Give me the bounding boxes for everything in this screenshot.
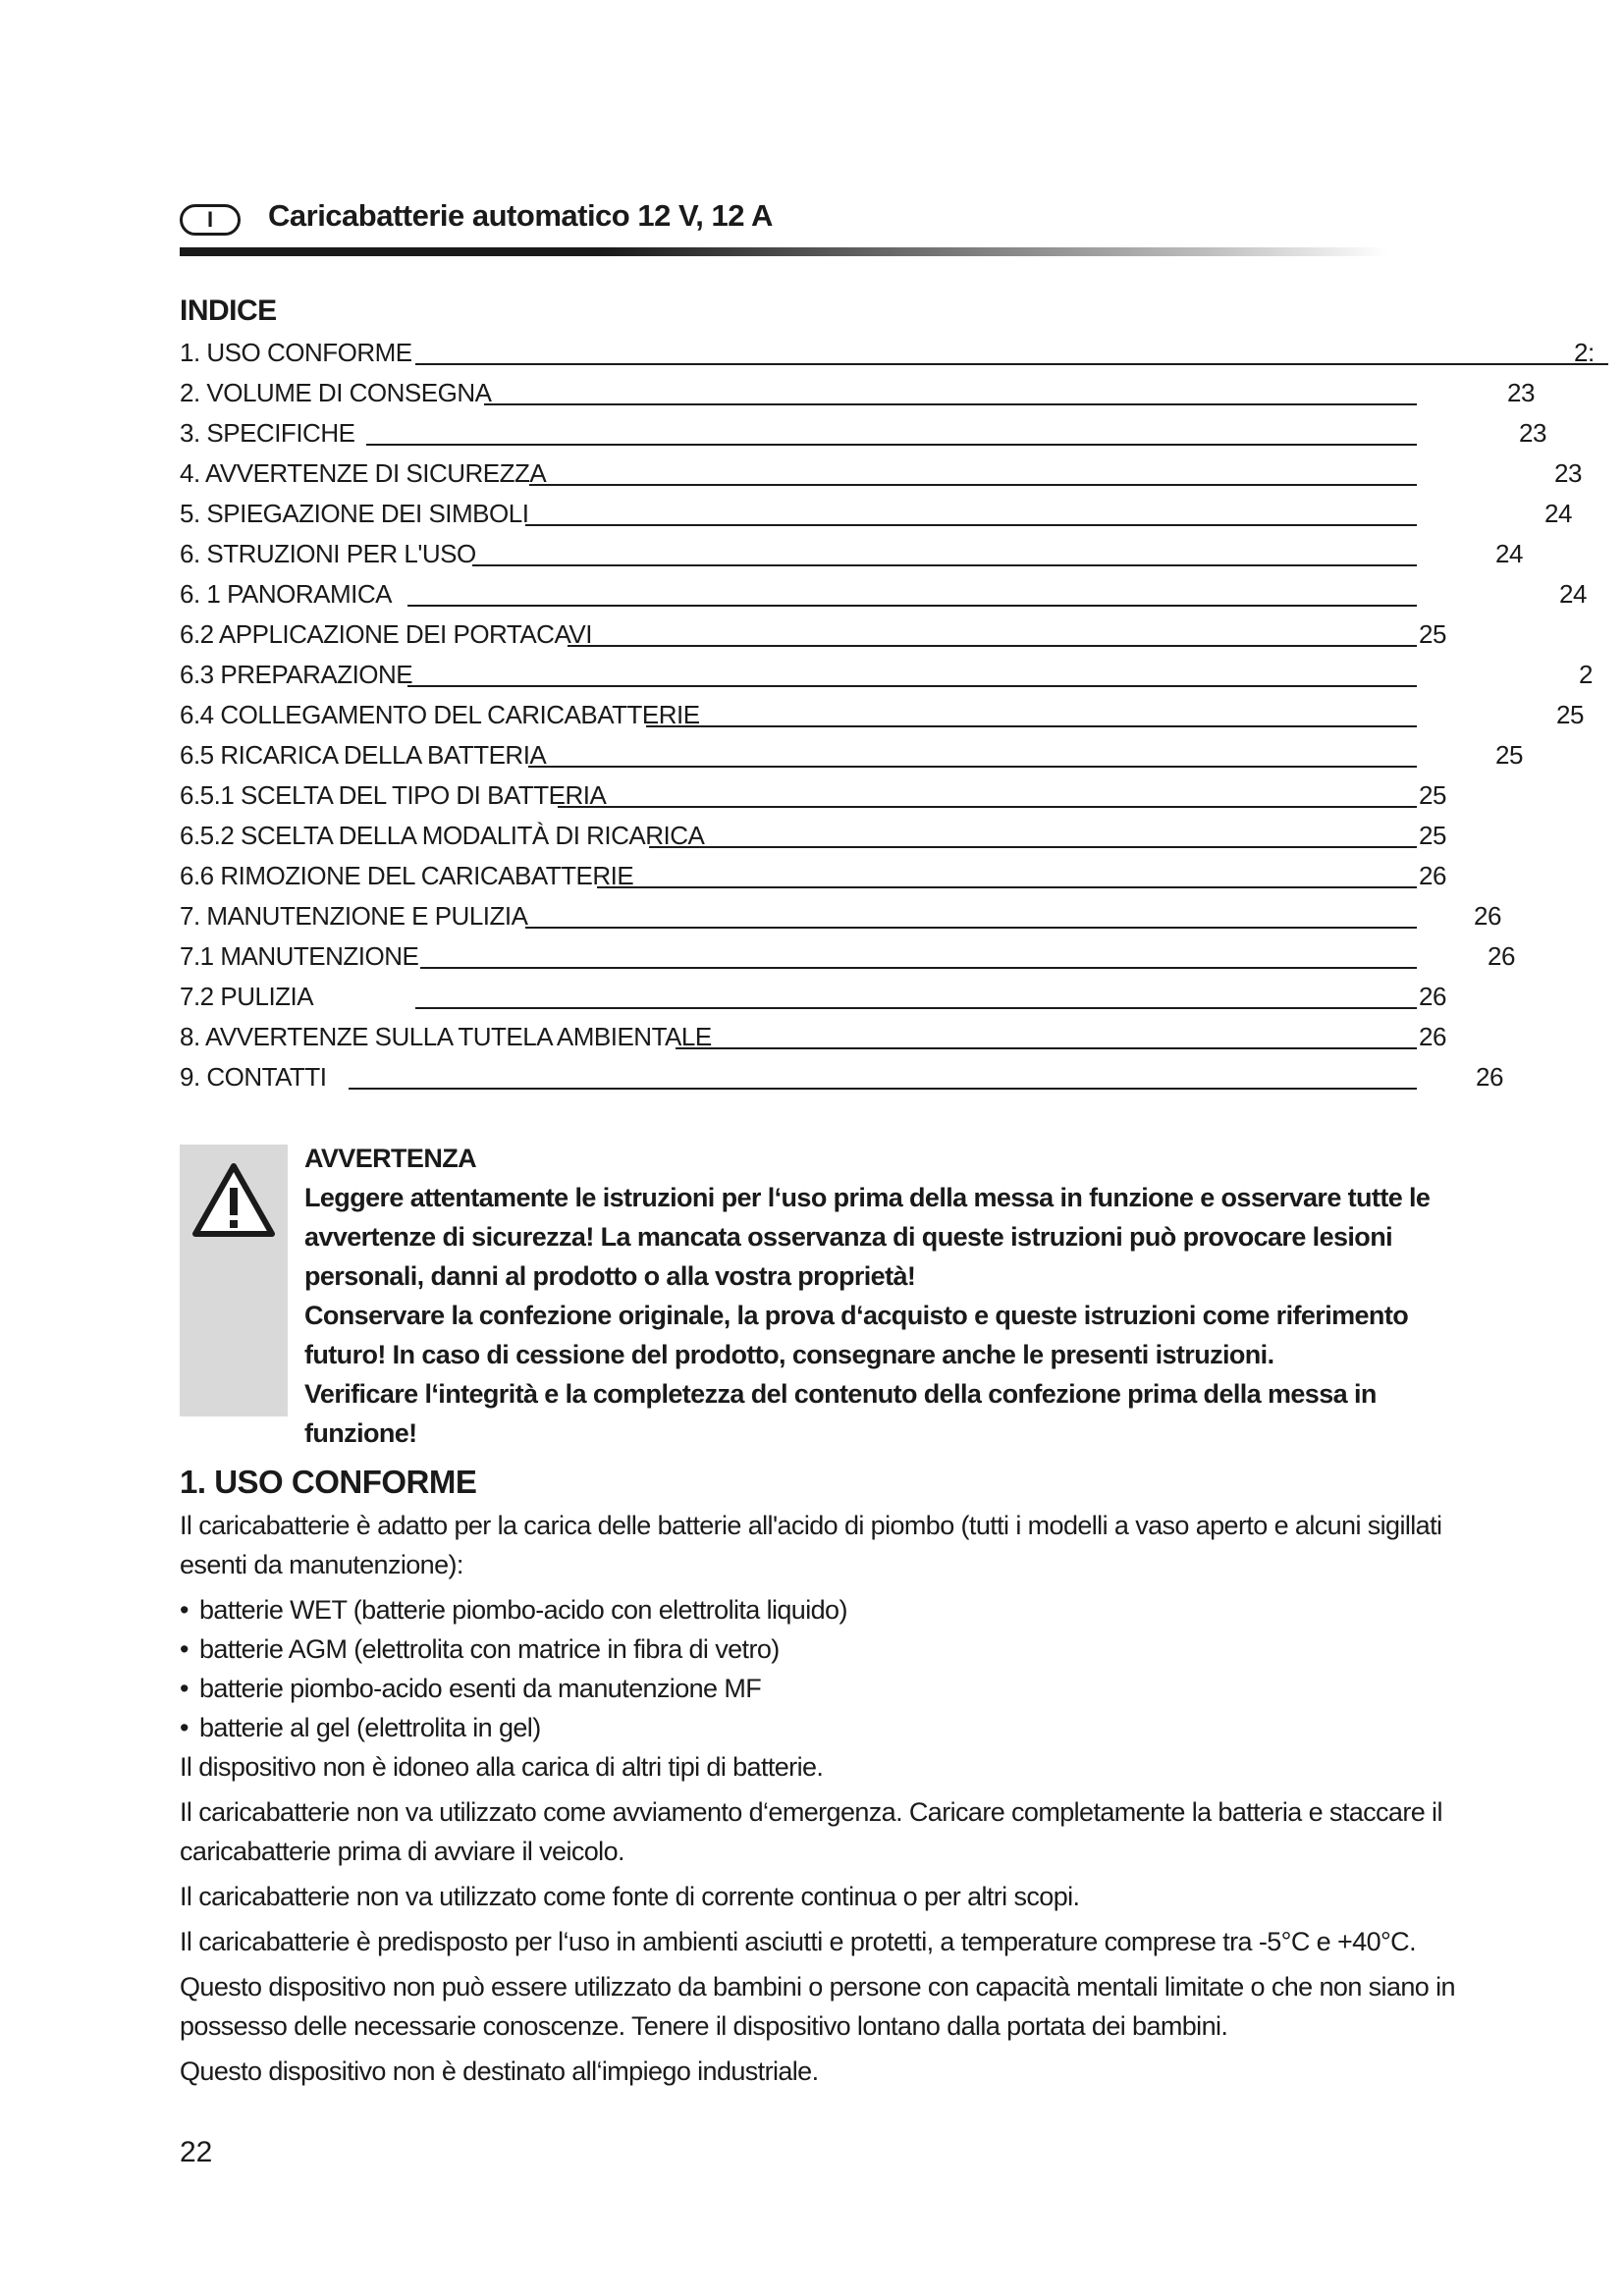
warning-paragraph: Verificare l‘integrità e la completezza del contenuto della confezione prima della messa in funzione! — [304, 1379, 1377, 1448]
toc-page-number: 23 — [1507, 378, 1535, 407]
toc-label: 1. USO CONFORME — [180, 338, 412, 367]
toc-leader-line — [415, 1007, 1417, 1009]
toc-leader-line — [558, 806, 1417, 808]
toc-row — [180, 330, 1623, 370]
toc-label: 3. SPECIFICHE — [180, 418, 355, 448]
toc-label: 6.6 RIMOZIONE DEL CARICABATTERIE — [180, 861, 634, 890]
toc-page-number: 25 — [1419, 780, 1446, 810]
toc-page-number: 26 — [1419, 1022, 1446, 1051]
toc-label: 6.5 RICARICA DELLA BATTERIA — [180, 740, 547, 770]
toc-leader-line — [349, 1088, 1417, 1090]
toc-label: 7.1 MANUTENZIONE — [180, 941, 419, 971]
toc-row — [180, 1054, 1623, 1095]
toc-leader-line — [649, 846, 1417, 848]
toc-row — [180, 853, 1623, 893]
page-number: 22 — [180, 2136, 213, 2168]
toc-label: 6.5.2 SCELTA DELLA MODALITÀ DI RICARICA — [180, 821, 705, 850]
toc-label: 6. STRUZIONI PER L'USO — [180, 539, 476, 568]
toc-page-number: 25 — [1495, 740, 1523, 770]
toc-label: 9. CONTATTI — [180, 1062, 327, 1092]
toc-leader-line — [484, 403, 1417, 405]
toc-page-number: 25 — [1419, 619, 1446, 649]
warning-text — [304, 1139, 1463, 1453]
list-item: • batterie piombo-acido esenti da manutenzione MF — [180, 1669, 1456, 1708]
toc-row — [180, 773, 1623, 813]
list-item: • batterie WET (batterie piombo-acido con elettrolita liquido) — [180, 1590, 1456, 1629]
toc-row — [180, 974, 1623, 1014]
section-paragraph: Il caricabatterie è predisposto per l‘uso in ambienti asciutti e protetti, a temperature comprese tra -5°C e +40°C. — [180, 1927, 1416, 1956]
toc-leader-line — [415, 363, 1608, 365]
toc-leader-line — [407, 685, 1417, 687]
section-intro: Il caricabatterie è adatto per la carica delle batterie all'acido di piombo (tutti i modelli a vaso aperto e alcuni sigillati esenti da manutenzione): — [180, 1511, 1442, 1579]
toc-label: 5. SPIEGAZIONE DEI SIMBOLI — [180, 499, 529, 528]
toc-row — [180, 732, 1623, 773]
toc-leader-line — [568, 645, 1417, 647]
section-uso-conforme — [180, 1463, 1456, 2097]
toc-row — [180, 813, 1623, 853]
toc-label: 8. AVVERTENZE SULLA TUTELA AMBIENTALE — [180, 1022, 712, 1051]
toc-label: 6.2 APPLICAZIONE DEI PORTACAVI — [180, 619, 592, 649]
table-of-contents — [180, 294, 1623, 1095]
section-paragraph: Questo dispositivo non è destinato all‘impiego industriale. — [180, 2056, 819, 2086]
toc-page-number: 25 — [1419, 821, 1446, 850]
toc-label: 6. 1 PANORAMICA — [180, 579, 392, 609]
toc-row — [180, 893, 1623, 934]
toc-row — [180, 1014, 1623, 1054]
warning-sidebar — [180, 1145, 288, 1416]
battery-type-list — [180, 1590, 1456, 1747]
toc-leader-line — [366, 444, 1417, 446]
toc-label: 2. VOLUME DI CONSEGNA — [180, 378, 492, 407]
warning-paragraph: Conservare la confezione originale, la prova d‘acquisto e queste istruzioni come riferimento futuro! In caso di cessione del prodotto, consegnare anche le presenti istruzioni. — [304, 1301, 1409, 1369]
toc-page-number: 26 — [1419, 982, 1446, 1011]
toc-page-number: 23 — [1519, 418, 1546, 448]
toc-leader-line — [472, 564, 1417, 566]
toc-page-number: 2 — [1579, 660, 1593, 689]
toc-leader-line — [528, 766, 1417, 768]
toc-leader-line — [525, 927, 1417, 929]
toc-row — [180, 692, 1623, 732]
toc-leader-line — [646, 725, 1417, 727]
section-paragraph: Il caricabatterie non va utilizzato come avviamento d‘emergenza. Caricare completamente la batteria e staccare il caricabatterie prima di avviare il veicolo. — [180, 1797, 1442, 1866]
warning-title: AVVERTENZA — [304, 1144, 477, 1173]
toc-row — [180, 491, 1623, 531]
document-title: Caricabatterie automatico 12 V, 12 A — [268, 198, 773, 233]
toc-leader-line — [676, 1047, 1417, 1049]
toc-leader-line — [529, 484, 1417, 486]
toc-label: 6.5.1 SCELTA DEL TIPO DI BATTERIA — [180, 780, 607, 810]
warning-triangle-icon — [191, 1162, 276, 1239]
toc-page-number: 26 — [1488, 941, 1515, 971]
list-item: • batterie al gel (elettrolita in gel) — [180, 1708, 1456, 1747]
section-heading: 1. USO CONFORME — [180, 1464, 477, 1500]
section-paragraph: Questo dispositivo non può essere utilizzato da bambini o persone con capacità mentali limitate o che non siano in possesso delle necessarie conoscenze. Tenere il dispositivo lontano dalla portata dei bambini. — [180, 1972, 1455, 2041]
toc-heading: INDICE — [180, 294, 277, 327]
toc-label: 6.3 PREPARAZIONE — [180, 660, 413, 689]
section-paragraph: Il caricabatterie non va utilizzato come fonte di corrente continua o per altri scopi. — [180, 1882, 1080, 1911]
toc-page-number: 2: — [1574, 338, 1595, 367]
toc-label: 6.4 COLLEGAMENTO DEL CARICABATTERIE — [180, 700, 700, 729]
toc-page-number: 24 — [1495, 539, 1523, 568]
toc-row — [180, 370, 1623, 410]
warning-paragraph: Leggere attentamente le istruzioni per l‘uso prima della messa in funzione e osservare tutte le avvertenze di sicurezza! La mancata osservanza di queste istruzioni può provocare lesioni personali, danni al prodotto o alla vostra proprietà! — [304, 1183, 1431, 1291]
toc-row — [180, 934, 1623, 974]
toc-row — [180, 451, 1623, 491]
toc-row — [180, 571, 1623, 612]
document-header — [180, 196, 1387, 259]
toc-row — [180, 410, 1623, 451]
toc-leader-line — [597, 886, 1417, 888]
toc-leader-line — [525, 524, 1417, 526]
toc-leader-line — [420, 967, 1417, 969]
toc-page-number: 25 — [1556, 700, 1584, 729]
toc-page-number: 24 — [1544, 499, 1572, 528]
toc-page-number: 26 — [1419, 861, 1446, 890]
list-item: • batterie AGM (elettrolita con matrice in fibra di vetro) — [180, 1629, 1456, 1669]
toc-label: 7. MANUTENZIONE E PULIZIA — [180, 901, 528, 931]
toc-row — [180, 652, 1623, 692]
toc-page-number: 24 — [1559, 579, 1587, 609]
language-badge: I — [180, 204, 241, 236]
toc-row — [180, 612, 1623, 652]
toc-page-number: 23 — [1554, 458, 1582, 488]
section-paragraph: Il dispositivo non è idoneo alla carica di altri tipi di batterie. — [180, 1752, 824, 1782]
toc-page-number: 26 — [1474, 901, 1501, 931]
toc-label: 4. AVVERTENZE DI SICUREZZA — [180, 458, 547, 488]
toc-page-number: 26 — [1476, 1062, 1503, 1092]
toc-leader-line — [407, 605, 1417, 607]
toc-label: 7.2 PULIZIA — [180, 982, 314, 1011]
title-rule — [180, 247, 1387, 256]
toc-row — [180, 531, 1623, 571]
